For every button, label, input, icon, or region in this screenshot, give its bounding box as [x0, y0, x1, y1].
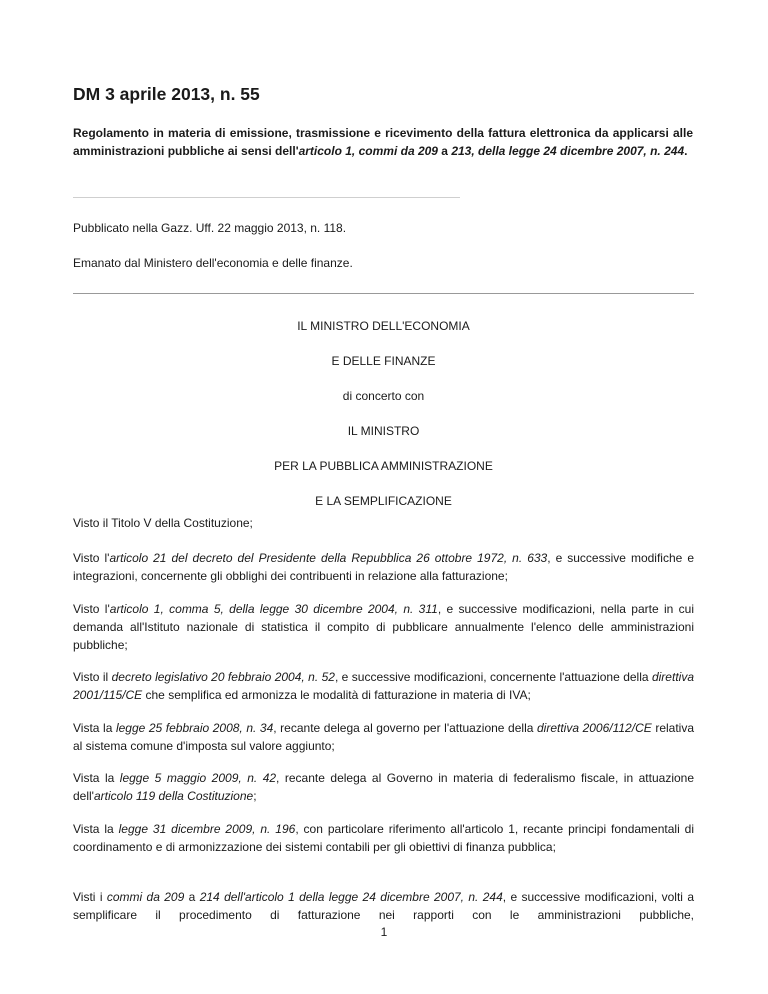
preamble-heading-line: E LA SEMPLIFICAZIONE	[315, 494, 452, 508]
recital-text: , e successive modificazioni, nella parte in cui demanda all'Istituto nazionale di statistica il compito di pubblicare annualmente l'elenco delle amministrazioni pubbliche;	[73, 602, 694, 652]
recital-paragraph	[73, 719, 694, 755]
recital-text: , recante delega al Governo in materia di federalismo fiscale, in attuazione dell'	[73, 771, 695, 803]
document-subtitle	[73, 124, 693, 160]
page-number: 1	[380, 925, 388, 939]
subtitle-text: a	[437, 144, 452, 158]
recital-text: Vista la	[73, 721, 116, 735]
recital-text: che semplifica ed armonizza le modalità di fatturazione in materia di IVA;	[142, 688, 531, 702]
recital-paragraph	[73, 549, 694, 585]
law-reference: direttiva 2006/112/CE	[536, 721, 652, 735]
recital-text: relativa al sistema comune d'imposta sul valore aggiunto;	[73, 721, 695, 753]
recital-text: Visto l'	[73, 551, 110, 565]
law-reference: articolo 1, comma 5, della legge 30 dicembre 2004, n. 311	[109, 602, 438, 616]
preamble-heading-line: E DELLE FINANZE	[331, 354, 436, 368]
law-reference: direttiva 2001/115/CE	[73, 670, 694, 702]
recital-text: Vista la	[73, 771, 120, 785]
law-reference: commi da 209	[106, 890, 185, 904]
recital-text: , e successive modificazioni, concernente l'attuazione della	[334, 670, 652, 684]
preamble-heading-line: di concerto con	[342, 389, 425, 403]
recital-text: Visto il	[73, 670, 112, 684]
subtitle-text: Regolamento in materia di emissione, trasmissione e ricevimento della fattura elettronica da applicarsi alle amministrazioni pubbliche ai sensi dell'	[73, 126, 693, 158]
document-title: DM 3 aprile 2013, n. 55	[73, 84, 260, 104]
divider	[73, 293, 694, 294]
preamble-heading-line: PER LA PUBBLICA AMMINISTRAZIONE	[274, 459, 493, 473]
recital-paragraph	[73, 888, 694, 924]
recital-text: Visto il Titolo V della Costituzione;	[73, 516, 253, 530]
law-reference: articolo 21 del decreto del Presidente della Repubblica 26 ottobre 1972, n. 633	[109, 551, 548, 565]
recital-text: Vista la	[73, 822, 119, 836]
issuer-note: Emanato dal Ministero dell'economia e delle finanze.	[73, 256, 353, 270]
recital-paragraph	[73, 514, 694, 532]
law-reference: 214 dell'articolo 1 della legge 24 dicembre 2007, n. 244	[199, 890, 503, 904]
law-reference: articolo 1, commi da 209	[298, 144, 438, 158]
law-reference: legge 31 dicembre 2009, n. 196	[118, 822, 296, 836]
preamble-heading-line: IL MINISTRO DELL'ECONOMIA	[297, 319, 470, 333]
recital-text: Visto l'	[73, 602, 110, 616]
recital-text: , e successive modifiche e integrazioni, concernente gli obblighi dei contribuenti in relazione alla fatturazione;	[73, 551, 694, 583]
recital-text: ;	[253, 789, 257, 803]
law-reference: decreto legislativo 20 febbraio 2004, n. 52	[111, 670, 335, 684]
recital-text: Visti i	[73, 890, 107, 904]
recital-paragraph	[73, 600, 694, 654]
recital-paragraph	[73, 769, 694, 805]
preamble-heading-line: IL MINISTRO	[347, 424, 420, 438]
recital-text: , recante delega al governo per l'attuazione della	[273, 721, 537, 735]
divider	[73, 197, 460, 198]
law-reference: legge 5 maggio 2009, n. 42	[119, 771, 277, 785]
law-reference: 213, della legge 24 dicembre 2007, n. 244	[451, 144, 685, 158]
recital-text: a	[184, 890, 200, 904]
publication-note: Pubblicato nella Gazz. Uff. 22 maggio 2013, n. 118.	[73, 221, 347, 235]
recital-paragraph	[73, 668, 694, 704]
law-reference: legge 25 febbraio 2008, n. 34	[115, 721, 274, 735]
recital-paragraph	[73, 820, 694, 856]
subtitle-text: .	[684, 144, 688, 158]
recital-text: , con particolare riferimento all'articolo 1, recante principi fondamentali di coordinamento e di armonizzazione dei sistemi contabili per gli obiettivi di finanza pubblica;	[73, 822, 694, 854]
law-reference: articolo 119 della Costituzione	[93, 789, 254, 803]
recital-text: , e successive modificazioni, volti a semplificare il procedimento di fatturazione nei rapporti con le amministrazioni pubbliche,	[73, 890, 694, 922]
